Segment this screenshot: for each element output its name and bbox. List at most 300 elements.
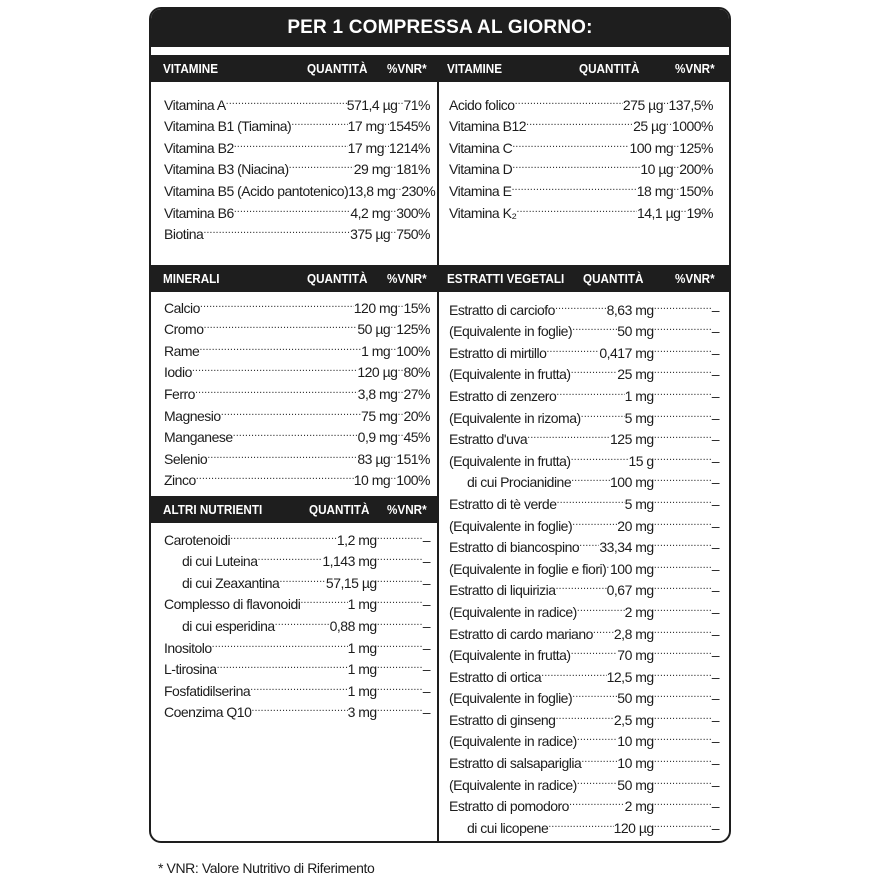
nutrition-facts-panel [149,7,731,843]
panel-title: PER 1 COMPRESSA AL GIORNO: [151,9,729,47]
altri-nutrienti-rows [164,523,430,721]
nutrient-vnr: 300% [396,204,430,221]
nutrient-name: Estratto di zenzero [449,387,557,404]
nutrient-quantity: 120 mg [353,299,398,316]
table-row [449,110,713,135]
leader-dots [397,291,403,313]
nutrient-name: Estratto di pomodoro [449,798,569,815]
nutrient-vnr: – [711,582,719,599]
nutrient-vnr: – [711,819,719,836]
nutrient-vnr: – [422,617,430,634]
nutrient-quantity: 12,5 mg [606,668,654,685]
table-row [449,790,719,815]
nutrient-vnr: 137,5% [668,96,713,113]
nutrient-name: (Equivalente in frutta) [449,452,571,469]
leader-dots [569,790,625,812]
table-row [164,196,430,221]
vitamine-left-vnr-header: %VNR* [387,61,427,76]
leader-dots [572,682,617,704]
leader-dots [217,653,348,675]
nutrient-name: Ferro [164,385,195,402]
nutrient-vnr: 1545% [388,118,430,135]
nutrient-vnr: 1214% [388,139,430,156]
leader-dots [279,566,326,588]
nutrient-vnr: – [711,344,719,361]
nutrient-name: (Equivalente in frutta) [449,366,571,383]
leader-dots [571,358,618,380]
nutrient-vnr: – [711,711,719,728]
nutrient-name: Vitamina B5 (Acido pantotenico) [164,182,349,199]
nutrient-quantity: 3 mg [347,704,377,721]
leader-dots [377,566,423,588]
leader-dots [571,444,629,466]
nutrient-quantity: 5 mg [624,495,654,512]
leader-dots [581,401,625,423]
table-row [449,379,719,404]
table-row [164,653,430,678]
nutrient-quantity: 83 µg [357,450,391,467]
table-row [449,196,713,221]
nutrient-vnr: – [711,474,719,491]
table-row [164,174,436,199]
nutrient-quantity: 25 µg [633,118,666,135]
leader-dots [654,315,712,337]
leader-dots [571,639,618,661]
leader-dots [258,545,323,567]
nutrient-quantity: 1 mg [624,387,654,404]
nutrient-quantity: 57,15 µg [325,574,377,591]
table-row [449,703,719,728]
nutrient-vnr: – [711,301,719,318]
nutrient-vnr: 125% [679,139,713,156]
table-row [449,336,719,361]
nutrient-name: Estratto di liquirizia [449,582,556,599]
leader-dots [377,674,423,696]
nutrient-vnr: – [422,639,430,656]
table-row [164,88,430,113]
leader-dots [515,88,623,110]
nutrient-quantity: 2 mg [624,603,654,620]
table-row [449,88,713,113]
nutrient-vnr: – [422,682,430,699]
leader-dots [654,574,712,596]
leader-dots [390,313,396,335]
table-row [164,631,430,656]
nutrient-vnr: – [711,668,719,685]
nutrient-quantity: 571,4 µg [346,96,398,113]
nutrient-name: Vitamina B2 [164,139,234,156]
nutrient-name: Estratto di tè verde [449,495,557,512]
table-row [449,315,719,340]
nutrient-vnr: – [711,409,719,426]
nutrient-name: Vitamina K₂ [449,204,517,221]
leader-dots [300,588,347,610]
nutrient-name: Biotina [164,226,204,243]
leader-dots [581,746,617,768]
leader-dots [555,293,607,315]
nutrient-quantity: 50 mg [617,690,654,707]
nutrient-quantity: 0,67 mg [606,582,654,599]
vitamine-left-name-header: VITAMINE [163,61,219,76]
leader-dots [654,293,712,315]
leader-dots [390,464,396,486]
leader-dots [516,196,637,218]
leader-dots [226,88,347,110]
nutrient-name: Manganese [164,429,233,446]
vitamine-left-rows [164,88,436,243]
nutrient-quantity: 10 mg [353,472,391,489]
nutrient-quantity: 1,2 mg [336,531,377,548]
nutrient-quantity: 50 mg [617,323,654,340]
nutrient-name: di cui esperidina [182,617,275,634]
nutrient-name: (Equivalente in radice) [449,733,577,750]
table-row [449,768,719,793]
altri-vnr-header: %VNR* [387,502,427,517]
leader-dots [512,153,640,175]
leader-dots [556,574,607,596]
table-row [449,293,719,318]
leader-dots [654,682,712,704]
leader-dots [556,379,624,401]
nutrient-vnr: 181% [396,161,430,178]
table-row [164,674,430,699]
nutrient-vnr: – [711,539,719,556]
leader-dots [680,196,686,218]
nutrient-quantity: 3,8 mg [357,385,398,402]
table-row [449,682,719,707]
nutrient-name: Estratto di ginseng [449,711,556,728]
table-row [449,509,719,534]
nutrient-quantity: 50 mg [617,776,654,793]
vitamine-left-qty-header: QUANTITÀ [307,61,368,76]
leader-dots [233,421,358,443]
altri-name-header: ALTRI NUTRIENTI [163,502,263,517]
leader-dots [673,153,679,175]
altri-qty-header: QUANTITÀ [309,502,370,517]
leader-dots [199,334,361,356]
nutrient-vnr: 100% [396,342,430,359]
nutrient-vnr: – [422,704,430,721]
leader-dots [654,509,712,531]
nutrient-name: (Equivalente in foglie) [449,323,573,340]
nutrient-name: Vitamina B12 [449,118,527,135]
leader-dots [548,811,613,833]
minerali-qty-header: QUANTITÀ [307,271,368,286]
leader-dots [200,291,354,313]
nutrient-name: Vitamina E [449,182,512,199]
nutrient-quantity: 100 mg [610,474,654,491]
leader-dots [397,421,403,443]
leader-dots [511,174,636,196]
vitamine-right-qty-header: QUANTITÀ [579,61,640,76]
nutrient-vnr: – [711,755,719,772]
nutrient-quantity: 1 mg [347,661,377,678]
table-row [449,552,719,577]
estratti-qty-header: QUANTITÀ [583,271,644,286]
leader-dots [654,423,712,445]
leader-dots [555,703,613,725]
nutrient-vnr: – [711,733,719,750]
leader-dots [204,313,358,335]
nutrient-name: di cui licopene [467,819,549,836]
nutrient-quantity: 120 µg [357,364,398,381]
nutrient-name: Magnesio [164,407,221,424]
nutrient-vnr: – [422,531,430,548]
leader-dots [377,631,423,653]
nutrient-vnr: – [711,647,719,664]
vitamine-right-vnr-header: %VNR* [675,61,715,76]
table-row [164,377,430,402]
nutrient-vnr: – [422,661,430,678]
table-row [164,356,430,381]
nutrient-quantity: 2,5 mg [613,711,654,728]
nutrient-name: Vitamina B1 (Tiamina) [164,118,292,135]
nutrient-vnr: – [711,517,719,534]
leader-dots [195,377,358,399]
nutrient-quantity: 33,34 mg [599,539,654,556]
nutrient-quantity: 5 mg [624,409,654,426]
nutrient-vnr: – [422,553,430,570]
nutrient-vnr: 750% [396,226,430,243]
nutrient-quantity: 10 mg [617,733,654,750]
leader-dots [654,725,712,747]
nutrient-vnr: – [711,387,719,404]
leader-dots [203,218,350,240]
minerali-name-header: MINERALI [163,271,220,286]
leader-dots [557,487,625,509]
leader-dots [289,153,354,175]
leader-dots [390,334,396,356]
nutrient-quantity: 1 mg [361,342,391,359]
nutrient-quantity: 1,143 mg [322,553,377,570]
leader-dots [654,336,712,358]
nutrient-name: Iodio [164,364,192,381]
nutrient-vnr: – [711,366,719,383]
leader-dots [390,196,396,218]
leader-dots [384,110,389,132]
nutrient-vnr: – [422,574,430,591]
table-row [164,399,430,424]
nutrient-name: (Equivalente in frutta) [449,647,571,664]
nutrient-vnr: – [711,495,719,512]
table-row [449,358,719,383]
nutrient-name: Vitamina B6 [164,204,234,221]
leader-dots [654,790,712,812]
estratti-name-header: ESTRATTI VEGETALI [447,271,565,286]
nutrient-name: (Equivalente in foglie) [449,517,573,534]
leader-dots [593,617,614,639]
nutrient-name: Estratto di mirtillo [449,344,547,361]
leader-dots [192,356,358,378]
leader-dots [654,444,712,466]
table-row [449,153,713,178]
table-row [164,291,430,316]
nutrient-name: Vitamina C [449,139,513,156]
nutrient-quantity: 8,63 mg [606,301,654,318]
nutrient-quantity: 20 mg [617,517,654,534]
estratti-vnr-header: %VNR* [675,271,715,286]
leader-dots [207,442,357,464]
nutrient-vnr: – [711,690,719,707]
nutrient-vnr: 45% [403,429,430,446]
nutrient-name: Fosfatidilserina [164,682,251,699]
table-row [449,531,719,556]
leader-dots [230,523,337,545]
leader-dots [251,696,347,718]
leader-dots [654,358,712,380]
leader-dots [572,315,617,337]
nutrient-quantity: 375 µg [350,226,391,243]
nutrient-name: (Equivalente in radice) [449,603,577,620]
nutrient-vnr: 125% [396,321,430,338]
leader-dots [654,595,712,617]
nutrient-name: Vitamina B3 (Niacina) [164,161,289,178]
nutrient-name: Cromo [164,321,204,338]
nutrient-quantity: 2 mg [624,798,654,815]
nutrient-vnr: 19% [686,204,713,221]
leader-dots [546,336,599,358]
table-row [164,421,430,446]
estratti-vegetali-rows [449,293,719,836]
vitamine-right-name-header: VITAMINE [447,61,503,76]
nutrient-quantity: 120 µg [613,819,654,836]
leader-dots [654,703,712,725]
nutrient-name: Estratto di salsapariglia [449,755,582,772]
altri-nutrienti-header [151,496,438,523]
nutrient-name: Acido folico [449,96,515,113]
nutrient-vnr: – [711,798,719,815]
leader-dots [291,110,347,132]
leader-dots [654,466,712,488]
leader-dots [577,595,625,617]
nutrient-name: Estratto d'uva [449,431,528,448]
nutrient-quantity: 29 mg [353,161,391,178]
leader-dots [390,442,396,464]
table-row [164,696,430,721]
nutrient-vnr: 80% [403,364,430,381]
nutrient-name: (Equivalente in radice) [449,776,577,793]
table-row [164,523,430,548]
nutrient-quantity: 75 mg [361,407,398,424]
nutrient-name: di cui Zeaxantina [182,574,280,591]
nutrient-vnr: 200% [679,161,713,178]
leader-dots [377,588,423,610]
nutrient-vnr: – [711,323,719,340]
nutrient-quantity: 17 mg [347,118,384,135]
nutrient-quantity: 50 µg [357,321,391,338]
table-row [164,442,430,467]
nutrient-name: (Equivalente in rizoma) [449,409,581,426]
leader-dots [673,131,679,153]
nutrient-quantity: 2,8 mg [613,625,654,642]
table-row [449,401,719,426]
table-row [164,218,430,243]
vitamine-right-rows [449,88,713,221]
column-divider [437,55,439,843]
nutrient-quantity: 4,2 mg [350,204,391,221]
nutrient-quantity: 1 mg [347,596,377,613]
nutrient-vnr: – [711,603,719,620]
nutrient-vnr: 100% [396,472,430,489]
nutrient-vnr: – [711,431,719,448]
leader-dots [654,768,712,790]
nutrient-name: Complesso di flavonoidi [164,596,301,613]
leader-dots [654,379,712,401]
table-row [449,639,719,664]
table-row [164,313,430,338]
nutrient-quantity: 100 mg [610,560,654,577]
leader-dots [234,131,348,153]
leader-dots [673,174,679,196]
leader-dots [572,509,617,531]
leader-dots [654,531,712,553]
leader-dots [654,660,712,682]
nutrient-name: Estratto di carciofo [449,301,555,318]
nutrient-vnr: – [711,560,719,577]
leader-dots [221,399,361,421]
nutrient-name: Rame [164,342,200,359]
nutrient-vnr: 27% [403,385,430,402]
leader-dots [250,674,347,696]
table-row [449,660,719,685]
nutrient-vnr: – [422,596,430,613]
nutrient-quantity: 10 µg [640,161,674,178]
nutrient-quantity: 15 g [628,452,654,469]
nutrient-name: Estratto di biancospino [449,539,580,556]
leader-dots [577,725,617,747]
nutrient-quantity: 275 µg [622,96,663,113]
leader-dots [654,487,712,509]
nutrient-name: Vitamina A [164,96,226,113]
nutrient-quantity: 100 mg [629,139,674,156]
nutrient-vnr: 1000% [671,118,713,135]
nutrient-name: di cui Procianidine [467,474,572,491]
nutrient-name: Vitamina D [449,161,513,178]
nutrient-quantity: 0,88 mg [329,617,377,634]
table-row [449,725,719,750]
nutrient-quantity: 10 mg [617,755,654,772]
nutrient-vnr: 150% [679,182,713,199]
leader-dots [234,196,351,218]
nutrient-vnr: 151% [396,450,430,467]
nutrient-quantity: 1 mg [347,682,377,699]
minerali-rows [164,291,430,489]
leader-dots [377,653,423,675]
nutrient-vnr: – [711,452,719,469]
leader-dots [654,746,712,768]
nutrient-quantity: 1 mg [347,639,377,656]
nutrient-vnr: 20% [403,407,430,424]
minerali-vnr-header: %VNR* [387,271,427,286]
nutrient-quantity: 18 mg [636,182,674,199]
leader-dots [654,401,712,423]
table-row [449,811,719,836]
nutrient-name: Selenio [164,450,208,467]
nutrient-quantity: 14,1 µg [636,204,681,221]
nutrient-quantity: 70 mg [617,647,654,664]
leader-dots [512,131,629,153]
table-row [164,110,430,135]
nutrient-quantity: 125 mg [610,431,654,448]
nutrient-vnr: – [711,776,719,793]
leader-dots [395,174,401,196]
nutrient-name: Estratto di ortica [449,668,542,685]
leader-dots [377,545,423,567]
nutrient-vnr: 15% [403,299,430,316]
table-row [449,466,719,491]
table-row [164,545,430,570]
table-row [449,487,719,512]
